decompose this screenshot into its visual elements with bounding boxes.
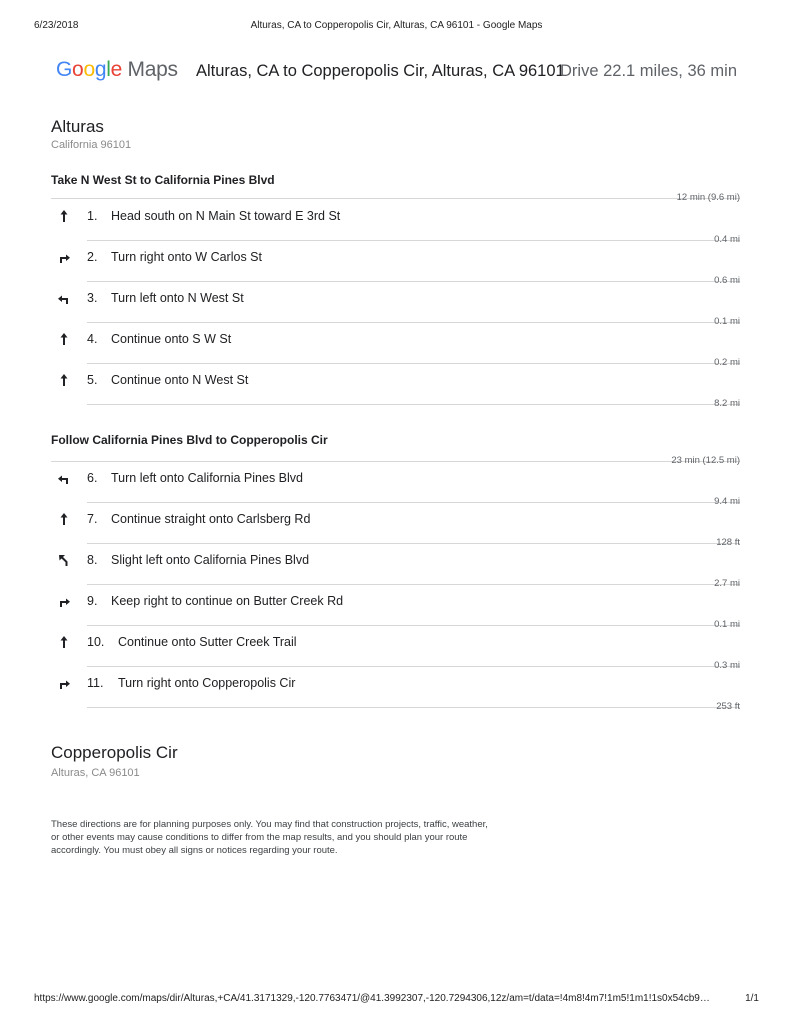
logo-maps-text: Maps	[127, 58, 178, 81]
arrow-straight-icon	[56, 372, 72, 388]
step-instruction[interactable]: Continue straight onto Carlsberg Rd	[111, 512, 311, 526]
destination-address: Alturas, CA 96101	[51, 767, 140, 779]
step-divider	[87, 707, 740, 708]
section-time: 23 min (12.5 mi)	[671, 455, 740, 466]
arrow-straight-icon	[56, 208, 72, 224]
step-instruction[interactable]: Turn right onto W Carlos St	[111, 250, 262, 264]
step-distance: 0.3 mi	[714, 660, 740, 671]
step-number: 11.	[87, 676, 104, 690]
step-distance: 253 ft	[716, 701, 740, 712]
step-instruction[interactable]: Turn left onto N West St	[111, 291, 244, 305]
arrow-straight-icon	[56, 511, 72, 527]
step-number: 5.	[87, 373, 98, 387]
step-divider	[87, 404, 740, 405]
step-distance: 9.4 mi	[714, 496, 740, 507]
step-number: 1.	[87, 209, 98, 223]
section-divider	[51, 198, 740, 199]
step-distance: 128 ft	[716, 537, 740, 548]
step-divider	[87, 240, 740, 241]
turn-right-icon	[56, 249, 72, 265]
route-title: Alturas, CA to Copperopolis Cir, Alturas, CA 96101	[196, 62, 565, 80]
destination-name: Copperopolis Cir	[51, 743, 178, 762]
print-page-number: 1/1	[745, 993, 759, 1004]
step-instruction[interactable]: Head south on N Main St toward E 3rd St	[111, 209, 341, 223]
disclaimer: These directions are for planning purposes only. You may find that construction projects, traffic, weather, or other events may cause conditions to differ from the map results, and you should plan your route accordingly. You must obey all signs or notices regarding your route.	[51, 819, 488, 856]
step-divider	[87, 363, 740, 364]
print-date: 6/23/2018	[34, 20, 79, 31]
origin-name: Alturas	[51, 117, 104, 136]
step-divider	[87, 543, 740, 544]
step-instruction[interactable]: Continue onto N West St	[111, 373, 249, 387]
google-maps-logo[interactable]	[56, 58, 178, 82]
step-divider	[87, 584, 740, 585]
step-instruction[interactable]: Slight left onto California Pines Blvd	[111, 553, 310, 567]
section-title: Follow California Pines Blvd to Copperopolis Cir	[51, 433, 328, 447]
arrow-straight-icon	[56, 331, 72, 347]
step-divider	[87, 625, 740, 626]
step-instruction[interactable]: Continue onto Sutter Creek Trail	[118, 635, 297, 649]
section-time: 12 min (9.6 mi)	[676, 192, 740, 203]
step-distance: 2.7 mi	[714, 578, 740, 589]
step-instruction[interactable]: Turn left onto California Pines Blvd	[111, 471, 303, 485]
step-instruction[interactable]: Keep right to continue on Butter Creek Rd	[111, 594, 344, 608]
step-divider	[87, 666, 740, 667]
step-distance: 0.6 mi	[714, 275, 740, 286]
turn-left-icon	[56, 290, 72, 306]
step-number: 6.	[87, 471, 98, 485]
section-title: Take N West St to California Pines Blvd	[51, 173, 275, 187]
step-instruction[interactable]: Turn right onto Copperopolis Cir	[118, 676, 296, 690]
step-distance: 0.1 mi	[714, 316, 740, 327]
slight-left-icon	[56, 552, 72, 568]
step-number: 8.	[87, 553, 98, 567]
logo-google-text: Google	[56, 58, 122, 81]
step-number: 7.	[87, 512, 98, 526]
step-distance: 0.1 mi	[714, 619, 740, 630]
step-divider	[87, 281, 740, 282]
print-title: Alturas, CA to Copperopolis Cir, Alturas, CA 96101 - Google Maps	[250, 20, 543, 31]
step-distance: 8.2 mi	[714, 398, 740, 409]
turn-right-icon	[56, 675, 72, 691]
step-instruction[interactable]: Continue onto S W St	[111, 332, 232, 346]
turn-left-icon	[56, 470, 72, 486]
arrow-straight-icon	[56, 634, 72, 650]
step-divider	[87, 502, 740, 503]
step-number: 10.	[87, 635, 105, 649]
section-divider	[51, 461, 740, 462]
step-number: 9.	[87, 594, 98, 608]
step-number: 4.	[87, 332, 98, 346]
step-distance: 0.4 mi	[714, 234, 740, 245]
print-url[interactable]: https://www.google.com/maps/dir/Alturas,+CA/41.3171329,-120.7763471/@41.3992307,-120.7294306,12z/am=t/data=!4m8!4m7!1m5!1m1!1s0x54cb9…	[34, 993, 710, 1004]
step-number: 2.	[87, 250, 98, 264]
step-divider	[87, 322, 740, 323]
keep-right-icon	[56, 593, 72, 609]
step-number: 3.	[87, 291, 98, 305]
drive-summary: Drive 22.1 miles, 36 min	[560, 62, 737, 80]
origin-address: California 96101	[51, 139, 132, 151]
step-distance: 0.2 mi	[714, 357, 740, 368]
